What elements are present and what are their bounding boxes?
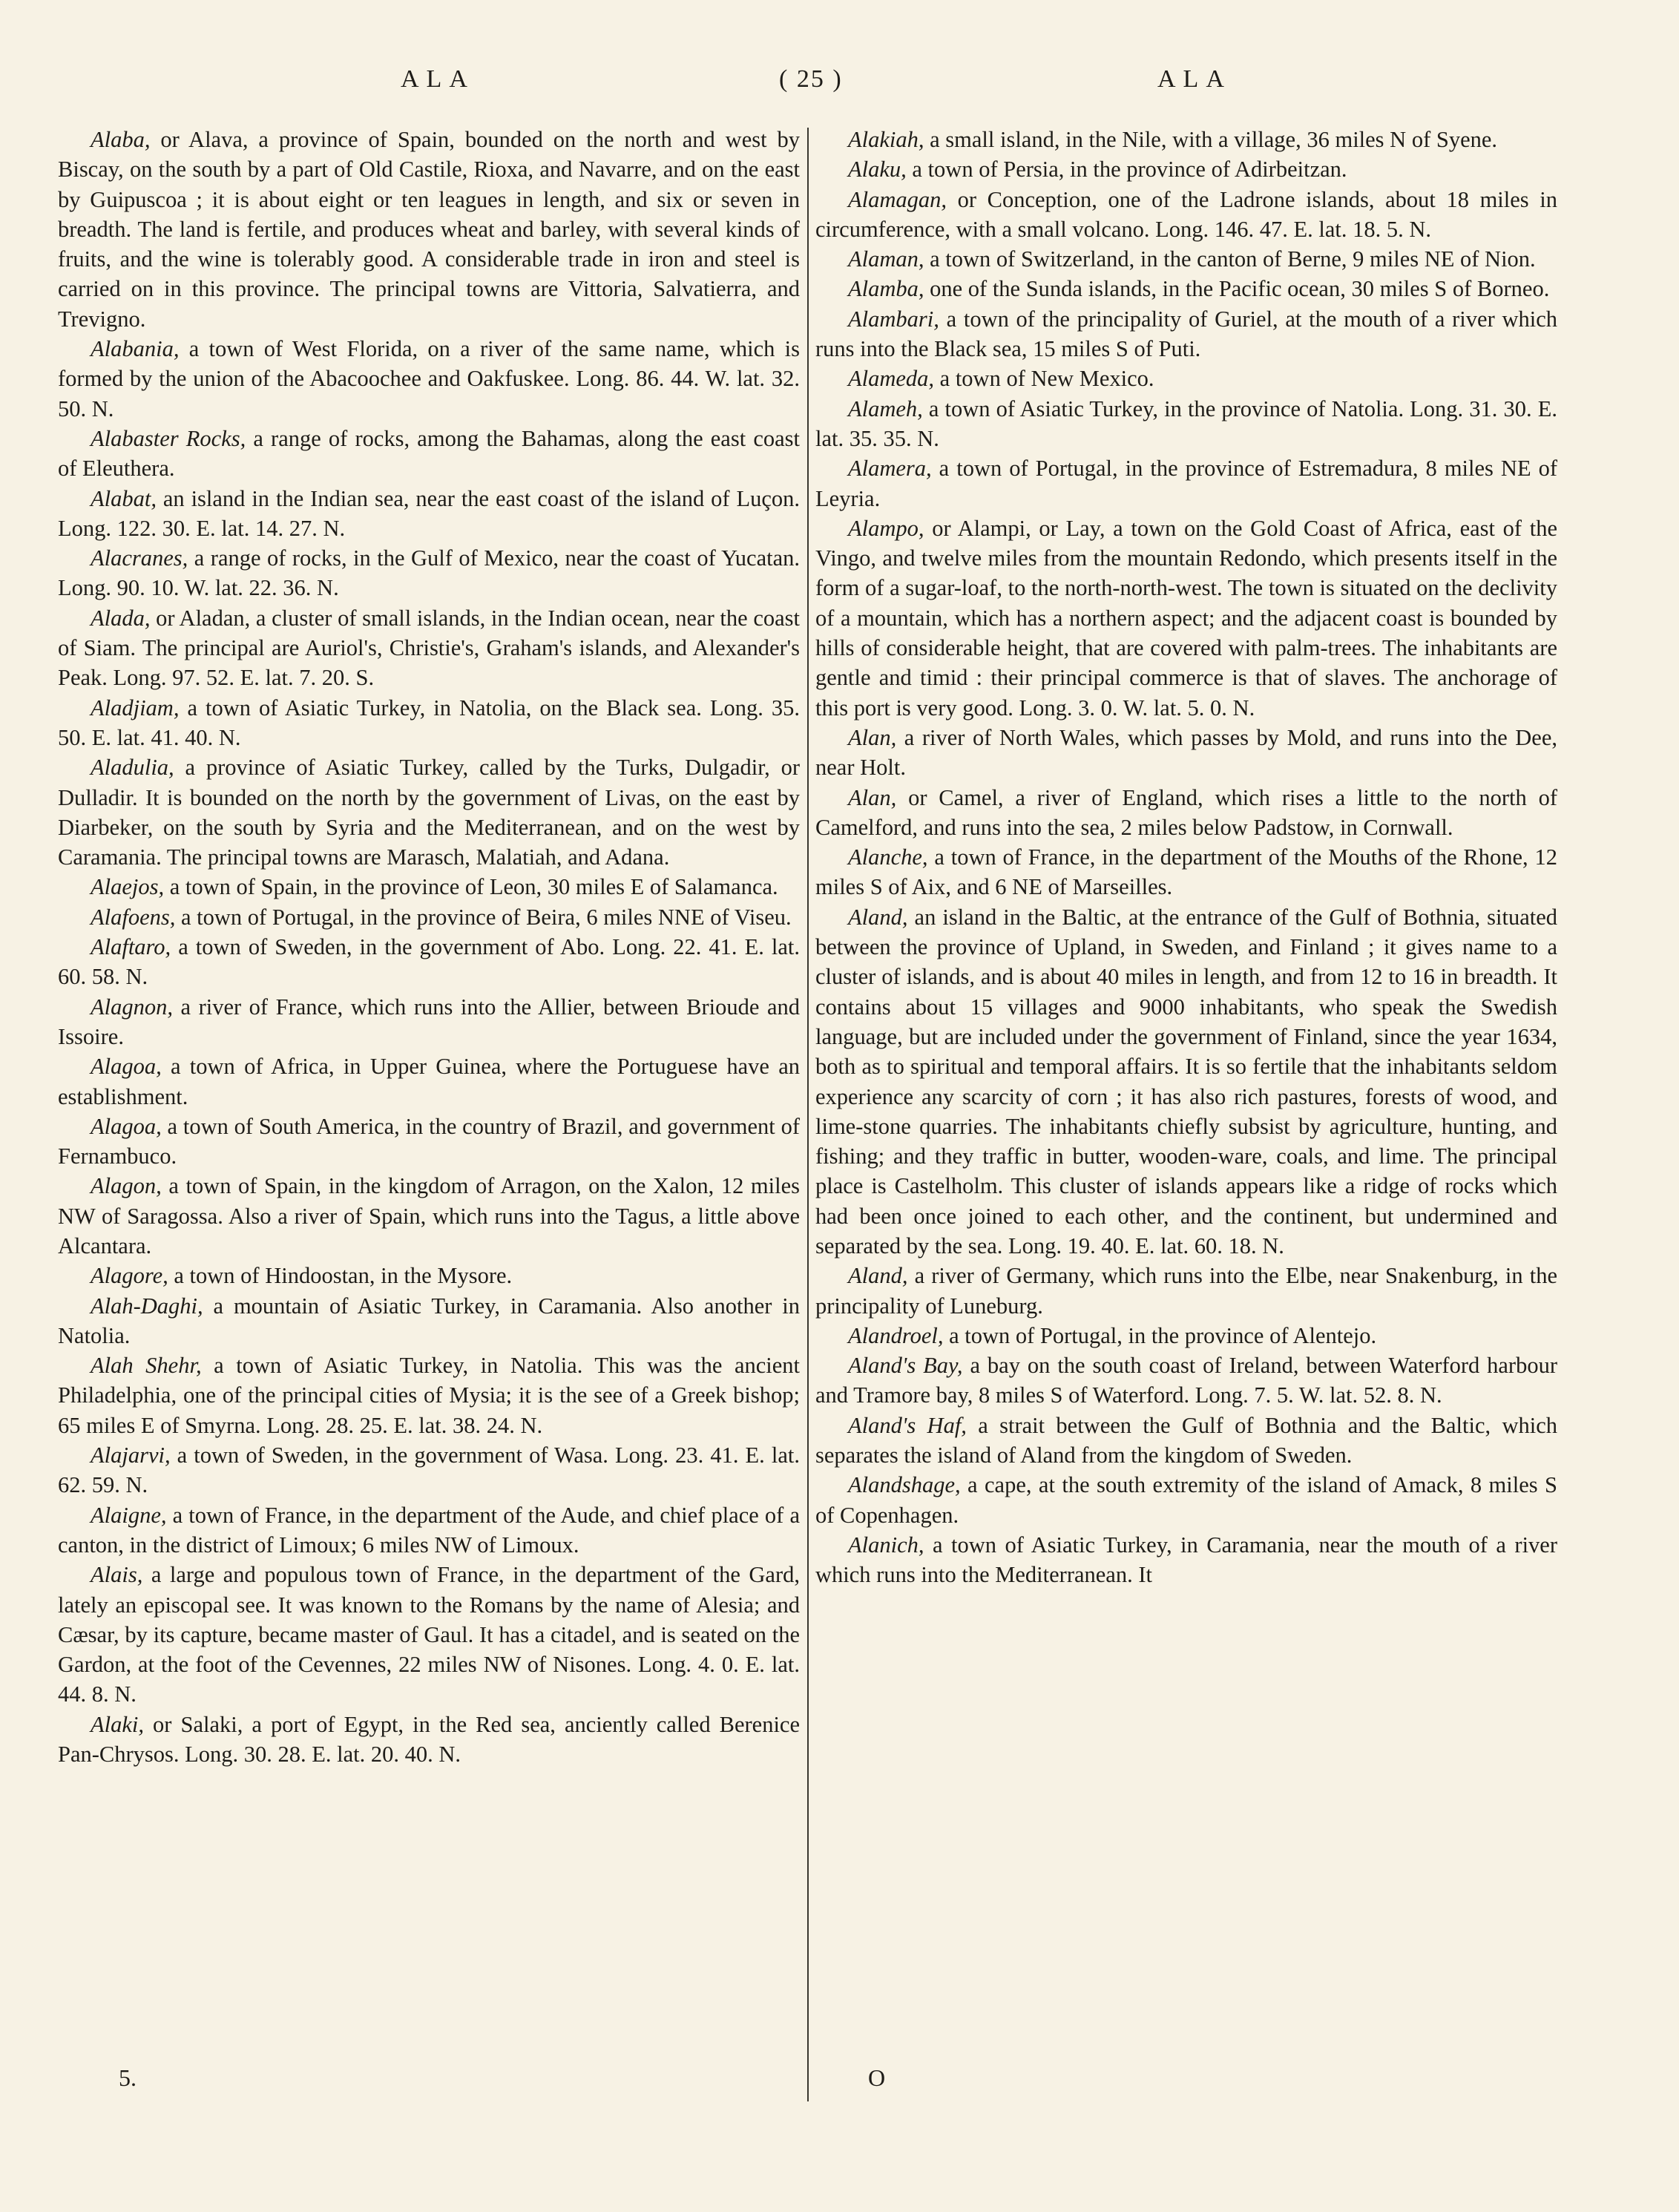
entry-headword: Aland's Bay, <box>848 1353 963 1379</box>
entry-text: a cape, at the south extremity of the island of Amack, 8 miles S of Copenhagen. <box>815 1472 1557 1528</box>
entry-headword: Alandshage, <box>848 1472 961 1498</box>
entry-headword: Alagnon, <box>91 994 173 1020</box>
entry-text: a town of Hindoostan, in the Mysore. <box>168 1263 513 1289</box>
right-column <box>815 125 1557 1590</box>
entry-text: a town of South America, in the country of Brazil, and government of Fernambuco. <box>58 1113 800 1169</box>
gazetteer-entry <box>58 693 800 753</box>
entry-headword: Alan, <box>848 724 897 750</box>
gazetteer-entry <box>58 125 800 334</box>
gazetteer-entry <box>58 1051 800 1112</box>
gazetteer-entry <box>58 334 800 424</box>
gazetteer-entry <box>815 1350 1557 1411</box>
entry-text: a range of rocks, among the Bahamas, along the east coast of Eleuthera. <box>58 425 800 482</box>
gazetteer-entry <box>815 783 1557 843</box>
entry-headword: Aland, <box>848 904 908 930</box>
gazetteer-entry <box>815 185 1557 245</box>
entry-text: a river of France, which runs into the Allier, between Brioude and Issoire. <box>58 994 800 1049</box>
gazetteer-entry <box>815 154 1557 184</box>
entry-text: or Alampi, or Lay, a town on the Gold Coast of Africa, east of the Vingo, and twelve miles from the mountain Redondo, which presents itself in the form of a sugar-loaf, to the north-north-west. The town is situated on the declivity of a mountain, which has a northern aspect; and the adjacent coast is bounded by hills of considerable height, that are covered with palm-trees. The inhabitants are gentle and timid : their principal commerce is that of slaves. The anchorage of this port is very good. Long. 3. 0. W. lat. 5. 0. N. <box>815 515 1557 721</box>
gazetteer-entry <box>58 1440 800 1500</box>
entry-headword: Alaku, <box>848 157 907 183</box>
gazetteer-entry <box>58 992 800 1052</box>
column-divider <box>807 128 809 2101</box>
entry-text: or Camel, a river of England, which rises a little to the north of Camelford, and runs into the sea, 2 miles below Padstow, in Cornwall. <box>815 784 1557 840</box>
entry-text: a town of Persia, in the province of Adirbeitzan. <box>906 157 1347 183</box>
entry-text: a town of Sweden, in the government of Abo. Long. 22. 41. E. lat. 60. 58. N. <box>58 934 800 990</box>
entry-headword: Alambari, <box>848 306 939 332</box>
gazetteer-entry <box>815 453 1557 513</box>
gazetteer-entry <box>815 902 1557 1261</box>
entry-text: an island in the Indian sea, near the east coast of the island of Luçon. Long. 122. 30. E. lat. 14. 27. N. <box>58 485 800 541</box>
gazetteer-entry <box>815 394 1557 454</box>
page-header <box>0 65 1679 102</box>
entry-headword: Alampo, <box>848 515 924 541</box>
entry-text: or Aladan, a cluster of small islands, in the Indian ocean, near the coast of Siam. The principal are Auriol's, Christie's, Graham's islands, and Alexander's Peak. Long. 97. 52. E. lat. 7. 20. S. <box>58 605 800 691</box>
gazetteer-entry <box>815 1261 1557 1321</box>
entry-text: a town of the principality of Guriel, at the mouth of a river which runs into the Black sea, 15 miles S of Puti. <box>815 306 1557 362</box>
gazetteer-entry <box>58 932 800 992</box>
entry-text: a town of France, in the department of the Aude, and chief place of a canton, in the district of Limoux; 6 miles NW of Limoux. <box>58 1502 800 1558</box>
entry-headword: Alah-Daghi, <box>91 1293 203 1319</box>
entry-headword: Alabaster Rocks, <box>91 425 246 451</box>
entry-headword: Alameh, <box>848 396 923 421</box>
entry-headword: Aladulia, <box>91 755 174 781</box>
entry-text: an island in the Baltic, at the entrance of the Gulf of Bothnia, situated between the province of Upland, in Sweden, and Finland ; it gives name to a cluster of islands, and is about 40 miles in length, and from 12 to 16 in breadth. It contains about 15 villages and 9000 inhabitants, who speak the Swedish language, but are included under the government of Finland, since the year 1634, both as to spiritual and temporal affairs. It is so fertile that the inhabitants seldom experience any scarcity of corn ; it has also rich pastures, forests of wood, and lime-stone quarries. The inhabitants chiefly subsist by agriculture, hunting, and fishing; and they traffic in butter, wooden-ware, coals, and lime. The principal place is Castelholm. This cluster of islands appears like a ridge of rocks which had been once joined to each other, and the continent, but undermined and separated by the sea. Long. 19. 40. E. lat. 60. 18. N. <box>815 904 1557 1258</box>
gazetteer-entry <box>815 1530 1557 1590</box>
entry-headword: Alajarvi, <box>91 1443 171 1468</box>
left-column <box>58 125 800 1769</box>
entry-text: a town of Asiatic Turkey, in Natolia. This was the ancient Philadelphia, one of the principal cities of Mysia; it is the see of a Greek bishop; 65 miles E of Smyrna. Long. 28. 25. E. lat. 38. 24. N. <box>58 1353 801 1438</box>
entry-text: a town of Asiatic Turkey, in Natolia, on the Black sea. Long. 35. 50. E. lat. 41. 40. N. <box>58 695 800 750</box>
entry-headword: Alaftaro, <box>91 934 171 960</box>
entry-headword: Aland's Haf, <box>848 1412 967 1438</box>
entry-text: a river of Germany, which runs into the Elbe, near Snakenburg, in the principality of Luneburg. <box>815 1263 1557 1319</box>
entry-headword: Alameda, <box>848 366 935 392</box>
gazetteer-entry <box>58 1350 800 1440</box>
gazetteer-entry <box>58 603 800 693</box>
entry-text: a range of rocks, in the Gulf of Mexico, near the coast of Yucatan. Long. 90. 10. W. lat. 22. 36. N. <box>58 545 800 601</box>
entry-text: a bay on the south coast of Ireland, between Waterford harbour and Tramore bay, 8 miles S of Waterford. Long. 7. 5. W. lat. 52. 8. N. <box>815 1353 1557 1408</box>
entry-headword: Alamagan, <box>848 186 947 212</box>
entry-headword: Alagoa, <box>91 1054 162 1080</box>
catchword: O <box>868 2064 886 2091</box>
entry-headword: Alaba, <box>91 127 151 152</box>
gazetteer-entry <box>58 1560 800 1709</box>
gazetteer-entry <box>58 1291 800 1351</box>
gazetteer-entry <box>815 304 1557 364</box>
entry-headword: Alamera, <box>848 456 932 482</box>
entry-text: a town of Spain, in the province of Leon, 30 miles E of Salamanca. <box>164 874 778 900</box>
entry-text: a town of Switzerland, in the canton of Berne, 9 miles NE of Nion. <box>924 246 1536 272</box>
entry-headword: Alada, <box>91 605 151 631</box>
entry-headword: Alacranes, <box>91 545 188 571</box>
gazetteer-entry <box>815 1321 1557 1350</box>
gazetteer-entry <box>815 842 1557 902</box>
entry-headword: Alabat, <box>91 485 157 511</box>
entry-headword: Alanich, <box>848 1532 924 1558</box>
entry-text: a town of Spain, in the kingdom of Arragon, on the Xalon, 12 miles NW of Saragossa. Also a river of Spain, which runs into the Tagus, a little above Alcantara. <box>58 1173 800 1258</box>
entry-text: a mountain of Asiatic Turkey, in Caramania. Also another in Natolia. <box>58 1293 800 1348</box>
page-number: ( 25 ) <box>779 65 843 93</box>
entry-headword: Alakiah, <box>848 127 924 152</box>
entry-text: a province of Asiatic Turkey, called by the Turks, Dulgadir, or Dulladir. It is bounded on the north by the government of Livas, on the east by Diarbeker, on the south by Syria and the Mediterranean, and on the west by Caramania. The principal towns are Marasch, Malatiah, and Adana. <box>58 755 800 870</box>
gazetteer-entry <box>815 513 1557 723</box>
entry-headword: Aland, <box>848 1263 908 1289</box>
running-head-right: ALA <box>1157 65 1232 93</box>
gazetteer-entry <box>58 872 800 902</box>
entry-text: or Conception, one of the Ladrone islands, about 18 miles in circumference, with a small volcano. Long. 146. 47. E. lat. 18. 5. N. <box>815 186 1557 242</box>
gazetteer-entry <box>815 1411 1557 1471</box>
entry-text: a town of Portugal, in the province of Alentejo. <box>943 1322 1377 1348</box>
entry-headword: Alaigne, <box>91 1502 167 1528</box>
entry-text: a town of Asiatic Turkey, in the province of Natolia. Long. 31. 30. E. lat. 35. 35. N. <box>815 396 1557 451</box>
gazetteer-entry <box>815 125 1557 154</box>
entry-text: a small island, in the Nile, with a village, 36 miles N of Syene. <box>924 127 1498 152</box>
entry-text: a large and populous town of France, in the department of the Gard, lately an episcopal see. It was known to the Romans by the name of Alesia; and Cæsar, by its capture, became master of Gaul. It has a citadel, and is seated on the Gardon, at the foot of the Cevennes, 22 miles NW of Nisones. Long. 4. 0. E. lat. 44. 8. N. <box>58 1562 800 1707</box>
gazetteer-entry <box>58 424 800 484</box>
entry-headword: Alan, <box>848 784 897 810</box>
gazetteer-entry <box>58 543 800 603</box>
gazetteer-entry <box>58 484 800 544</box>
entry-headword: Aladjiam, <box>91 695 180 721</box>
entry-headword: Alanche, <box>848 844 928 870</box>
gazetteer-entry <box>815 723 1557 783</box>
entry-headword: Alaman, <box>848 246 924 272</box>
entry-text: a town of West Florida, on a river of the same name, which is formed by the union of the Abacoochee and Oakfuskee. Long. 86. 44. W. lat. 32. 50. N. <box>58 336 800 421</box>
gazetteer-entry <box>58 1710 800 1770</box>
entry-headword: Alagoa, <box>91 1113 162 1139</box>
entry-text: a strait between the Gulf of Bothnia and the Baltic, which separates the island of Aland from the kingdom of Sweden. <box>815 1412 1557 1468</box>
entry-text: one of the Sunda islands, in the Pacific ocean, 30 miles S of Borneo. <box>924 276 1550 302</box>
entry-headword: Alagore, <box>91 1263 168 1289</box>
entry-text: or Alava, a province of Spain, bounded on the north and west by Biscay, on the south by a part of Old Castile, Rioxa, and Navarre, and on the east by Guipuscoa ; it is about eight or ten leagues in length, and six or seven in breadth. The land is fertile, and produces wheat and barley, with several kinds of fruits, and the wine is tolerably good. A considerable trade in iron and steel is carried on in this province. The principal towns are Vittoria, Salvatierra, and Trevigno. <box>58 127 800 332</box>
gazetteer-entry <box>58 752 800 872</box>
entry-text: or Salaki, a port of Egypt, in the Red sea, anciently called Berenice Pan-Chrysos. Long. 30. 28. E. lat. 20. 40. N. <box>58 1711 800 1768</box>
signature-mark: 5. <box>119 2064 137 2091</box>
gazetteer-entry <box>815 1470 1557 1530</box>
gazetteer-entry <box>58 1500 800 1560</box>
gazetteer-entry <box>815 244 1557 274</box>
gazetteer-entry <box>58 1112 800 1172</box>
gazetteer-entry <box>815 364 1557 393</box>
entry-headword: Alabania, <box>91 336 180 362</box>
entry-text: a town of Portugal, in the province of Beira, 6 miles NNE of Viseu. <box>175 904 792 930</box>
entry-headword: Alafoens, <box>91 904 176 930</box>
entry-text: a river of North Wales, which passes by Mold, and runs into the Dee, near Holt. <box>815 724 1557 781</box>
entry-text: a town of France, in the department of the Mouths of the Rhone, 12 miles S of Aix, and 6 NE of Marseilles. <box>815 844 1557 900</box>
gazetteer-entry <box>815 274 1557 303</box>
entry-headword: Alaki, <box>91 1711 144 1737</box>
entry-text: a town of New Mexico. <box>934 366 1154 392</box>
entry-headword: Alagon, <box>91 1173 162 1199</box>
entry-headword: Alais, <box>91 1562 143 1588</box>
gazetteer-entry <box>58 902 800 932</box>
gazetteer-entry <box>58 1171 800 1261</box>
entry-headword: Alamba, <box>848 276 924 302</box>
entry-text: a town of Portugal, in the province of Estremadura, 8 miles NE of Leyria. <box>815 456 1557 511</box>
entry-text: a town of Africa, in Upper Guinea, where the Portuguese have an establishment. <box>58 1054 800 1109</box>
entry-headword: Alandroel, <box>848 1322 944 1348</box>
gazetteer-entry <box>58 1261 800 1290</box>
running-head-left: ALA <box>401 65 475 93</box>
entry-text: a town of Asiatic Turkey, in Caramania, near the mouth of a river which runs into the Mediterranean. It <box>815 1532 1557 1588</box>
entry-headword: Alaejos, <box>91 874 165 900</box>
entry-headword: Alah Shehr, <box>91 1353 202 1379</box>
entry-text: a town of Sweden, in the government of Wasa. Long. 23. 41. E. lat. 62. 59. N. <box>58 1443 800 1498</box>
